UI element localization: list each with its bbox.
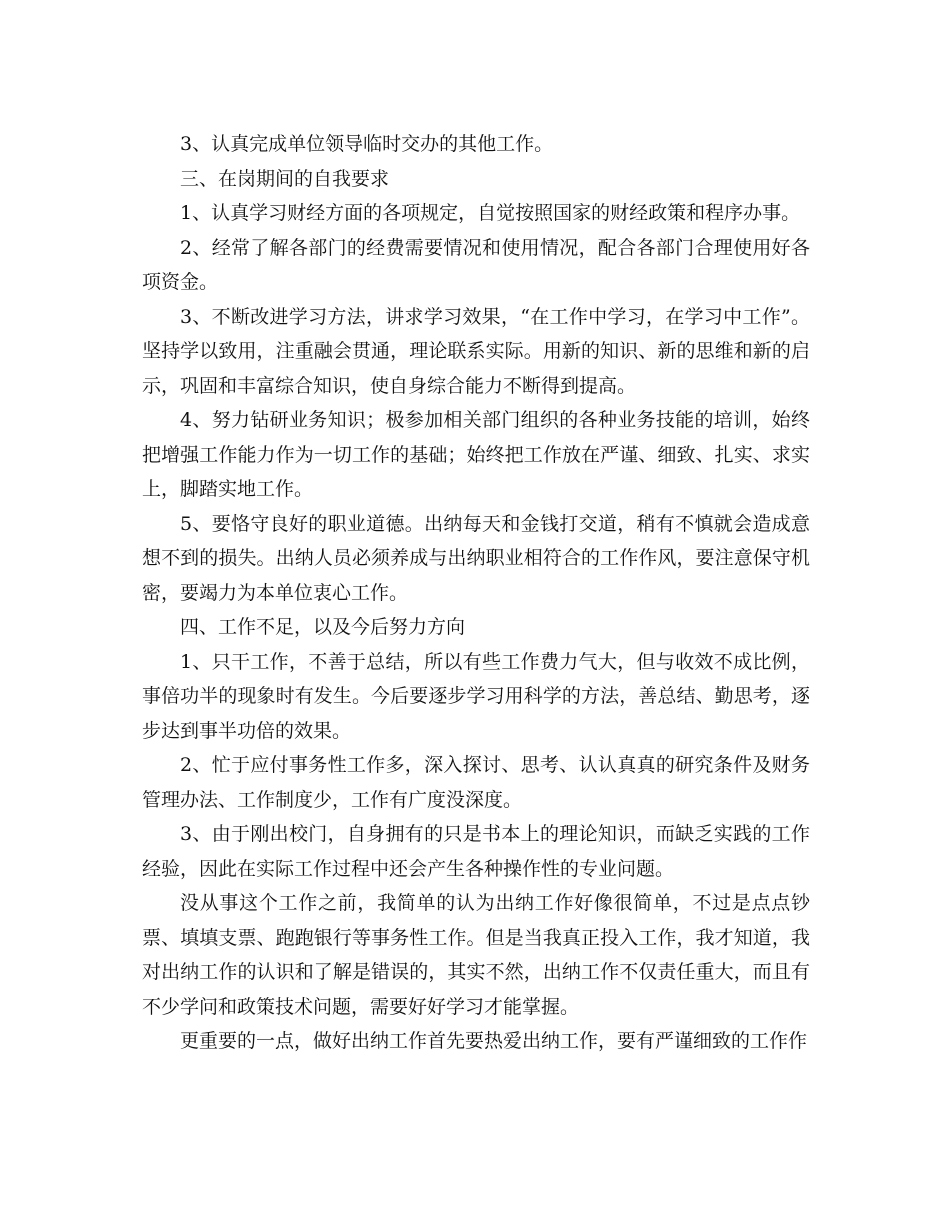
paragraph-shortcoming-1: 1、只干工作，不善于总结，所以有些工作费力气大，但与收效不成比例，事倍功半的现象时有发生。今后要逐步学习用科学的方法，善总结、勤思考，逐步达到事半功倍的效果。	[142, 650, 810, 742]
section-heading-self-requirements: 三、在岗期间的自我要求	[180, 167, 390, 190]
paragraph-study-regulations: 1、认真学习财经方面的各项规定，自觉按照国家的财经政策和程序办事。	[180, 202, 801, 224]
paragraph-cashier-reflection: 没从事这个工作之前，我简单的认为出纳工作好像很简单，不过是点点钞票、填填支票、跑跑银行等事务性工作。但是当我真正投入工作，我才知道，我对出纳工作的认识和了解是错误的，其实不然，出纳工作不仅责任重大，而且有不少学问和政策技术问题，需要好好学习才能掌握。	[142, 892, 810, 1018]
paragraph-shortcoming-2: 2、忙于应付事务性工作多，深入探讨、思考、认认真真的研究条件及财务管理办法、工作制度少，工作有广度没深度。	[142, 754, 810, 811]
paragraph-item-3-duties: 3、认真完成单位领导临时交办的其他工作。	[180, 133, 554, 155]
paragraph-study-methods: 3、不断改进学习方法，讲求学习效果，“在工作中学习，在学习中工作”。坚持学以致用，注重融会贯通，理论联系实际。用新的知识、新的思维和新的启示，巩固和丰富综合知识，使自身综合能力不断得到提高。	[142, 305, 810, 397]
paragraph-important-point: 更重要的一点，做好出纳工作首先要热爱出纳工作，要有严谨细致的工作作	[180, 1030, 808, 1052]
paragraph-department-funds: 2、经常了解各部门的经费需要情况和使用情况，配合各部门合理使用好各项资金。	[142, 236, 810, 293]
section-heading-shortcomings: 四、工作不足，以及今后努力方向	[180, 616, 466, 638]
document-body	[142, 127, 810, 1059]
paragraph-shortcoming-3: 3、由于刚出校门，自身拥有的只是书本上的理论知识，而缺乏实践的工作经验，因此在实际工作过程中还会产生各种操作性的专业问题。	[142, 823, 810, 880]
paragraph-business-knowledge: 4、努力钻研业务知识；极参加相关部门组织的各种业务技能的培训，始终把增强工作能力作为一切工作的基础；始终把工作放在严谨、细致、扎实、求实上，脚踏实地工作。	[142, 409, 810, 500]
paragraph-professional-ethics: 5、要恪守良好的职业道德。出纳每天和金钱打交道，稍有不慎就会造成意想不到的损失。出纳人员必须养成与出纳职业相符合的工作作风，要注意保守机密，要竭力为本单位衷心工作。	[142, 512, 810, 604]
